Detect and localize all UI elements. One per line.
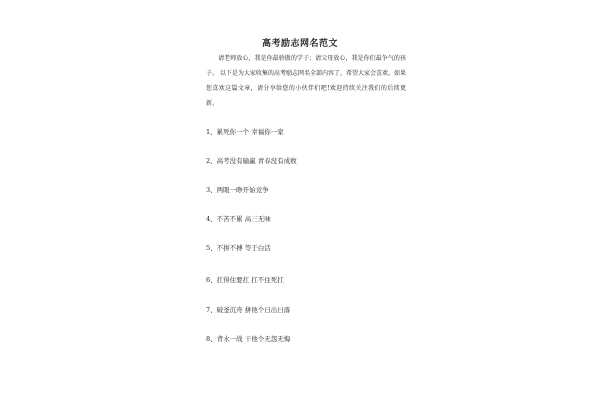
list-item: 4、不苦不累 高三无味 bbox=[206, 215, 271, 223]
list-item: 7、破釜沉舟 拼他个日出日落 bbox=[206, 306, 291, 314]
list-item: 1、累死你一个 幸福你一家 bbox=[206, 128, 284, 136]
intro-text: 请老师放心，我是你最骄傲的学子；请父母放心，我是你们最争气的孩子。 以下是为大家收集的高考励志网名全部内容了，希望大家会喜欢。如果您喜欢这篇文章，请分享给您的小伙伴们吧!欢迎持续关注我们的后续更新。 bbox=[206, 55, 406, 107]
list-item: 8、背水一战 干他个无怨无悔 bbox=[206, 335, 291, 343]
document-title: 高考励志网名范文 bbox=[261, 39, 338, 49]
list-item: 5、不拼不搏 等于白活 bbox=[206, 244, 271, 252]
list-item: 6、扛得住要扛 扛不住死扛 bbox=[206, 276, 284, 284]
intro-paragraph bbox=[206, 51, 406, 111]
list-item: 2、高考没有输赢 青春没有成败 bbox=[206, 157, 297, 165]
list-item: 3、两眼一睁开始竞争 bbox=[206, 186, 269, 194]
